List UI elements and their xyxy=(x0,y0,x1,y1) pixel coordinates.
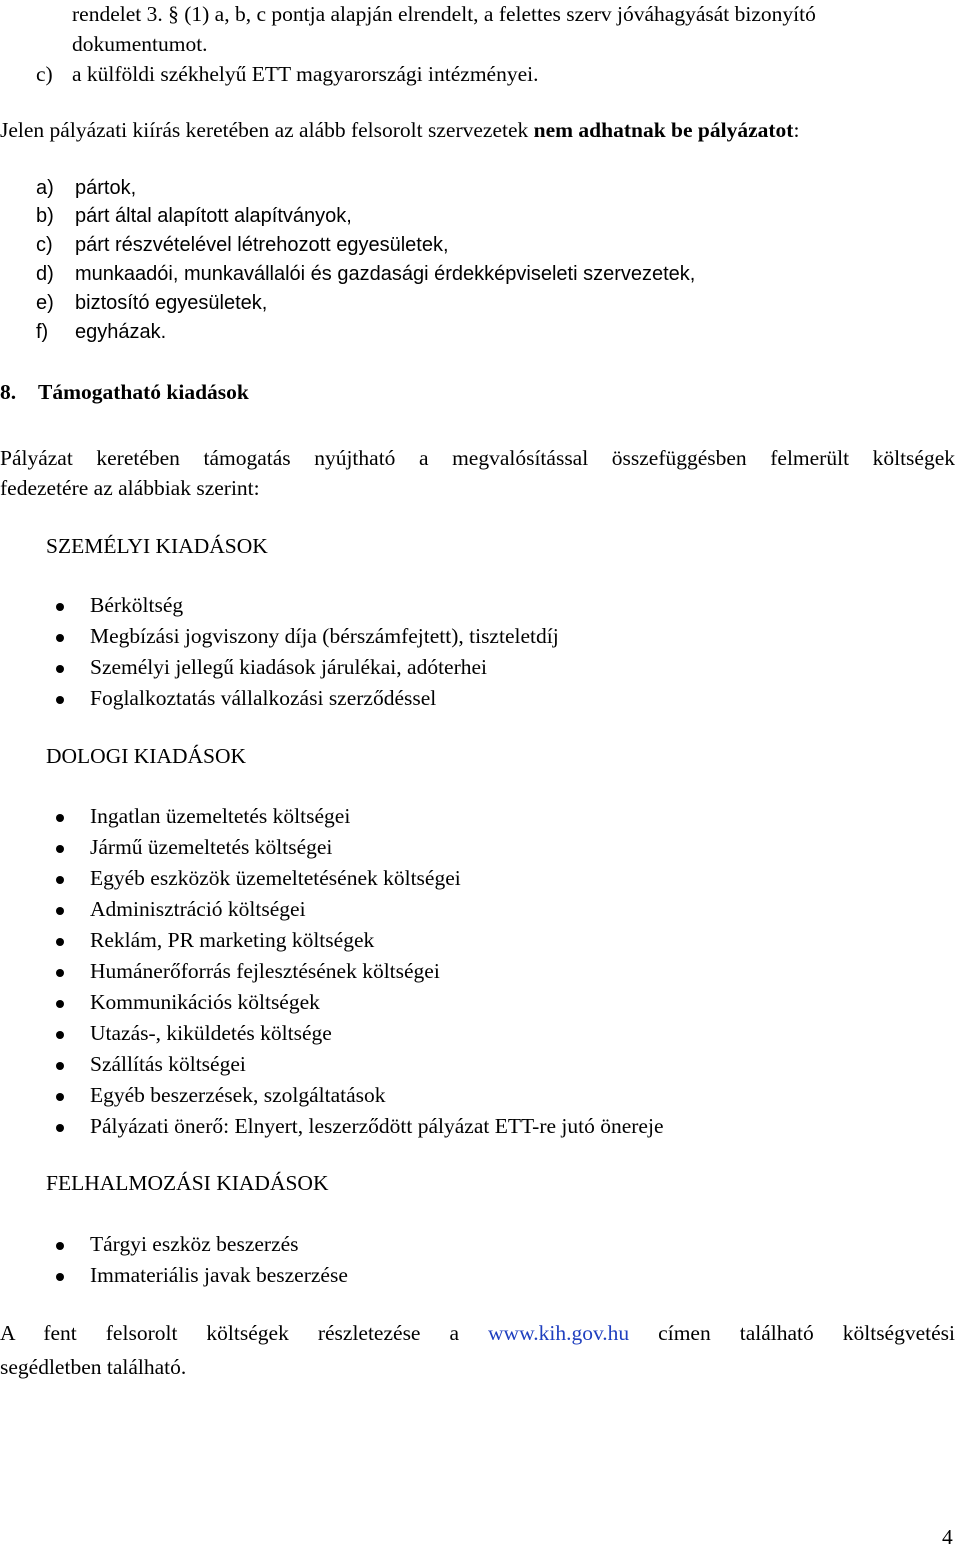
material-heading: DOLOGI KIADÁSOK xyxy=(46,744,247,768)
list-item: Utazás-, kiküldetés költsége xyxy=(90,1021,332,1045)
list-item: Egyéb eszközök üzemeltetésének költségei xyxy=(90,866,461,890)
bullet-icon xyxy=(56,907,64,915)
list-item: Egyéb beszerzések, szolgáltatások xyxy=(90,1083,386,1107)
bullet-icon xyxy=(56,938,64,946)
list-item-label: f) xyxy=(36,321,49,343)
bullet-icon xyxy=(56,1273,64,1281)
list-item: Szállítás költségei xyxy=(90,1052,246,1076)
kih-link[interactable]: www.kih.gov.hu xyxy=(488,1321,630,1345)
section-paragraph-line-1 xyxy=(0,446,955,471)
section-title: Támogatható kiadások xyxy=(38,380,249,404)
list-item: Bérköltség xyxy=(90,593,184,617)
bullet-icon xyxy=(56,1242,64,1250)
closing-text-end: címen található költségvetési xyxy=(629,1321,955,1345)
bullet-icon xyxy=(56,665,64,673)
bullet-icon xyxy=(56,1093,64,1101)
exclusion-intro-end: : xyxy=(793,118,800,142)
list-item: Ingatlan üzemeltetés költségei xyxy=(90,804,351,828)
section-paragraph-line-2: fedezetére az alábbiak szerint: xyxy=(0,476,260,500)
list-item-label: e) xyxy=(36,292,54,314)
list-item: Humánerőforrás fejlesztésének költségei xyxy=(90,959,440,983)
list-item: Jármű üzemeltetés költségei xyxy=(90,835,333,859)
bullet-icon xyxy=(56,1062,64,1070)
bullet-icon xyxy=(56,634,64,642)
page-number: 4 xyxy=(942,1525,953,1549)
closing-text-start: A fent felsorolt költségek részletezése a xyxy=(0,1321,489,1345)
list-item-text: egyházak. xyxy=(75,321,167,343)
top-line-2: dokumentumot. xyxy=(72,32,208,56)
closing-line-2: segédletben található. xyxy=(0,1355,187,1379)
list-item: Tárgyi eszköz beszerzés xyxy=(90,1232,299,1256)
bullet-icon xyxy=(56,1031,64,1039)
top-line-1: rendelet 3. § (1) a, b, c pontja alapján elrendelt, a felettes szerv jóváhagyását bizonyító xyxy=(72,2,816,26)
list-item-label: b) xyxy=(36,205,54,227)
list-item-label: a) xyxy=(36,177,54,199)
capital-heading: FELHALMOZÁSI KIADÁSOK xyxy=(46,1171,329,1195)
exclusion-intro xyxy=(0,118,799,143)
top-item-c-label: c) xyxy=(36,62,53,86)
section-number: 8. xyxy=(0,380,17,404)
closing-line-1 xyxy=(0,1321,955,1346)
list-item-text: párt által alapított alapítványok, xyxy=(75,205,352,227)
list-item: Kommunikációs költségek xyxy=(90,990,320,1014)
list-item-text: biztosító egyesületek, xyxy=(75,292,268,314)
closing-line-1-text xyxy=(0,1321,955,1346)
bullet-icon xyxy=(56,876,64,884)
bullet-icon xyxy=(56,696,64,704)
list-item: Pályázati önerő: Elnyert, leszerződött pályázat ETT-re jutó önereje xyxy=(90,1114,664,1138)
list-item-label: d) xyxy=(36,263,54,285)
paragraph-text: Pályázat keretében támogatás nyújtható a megvalósítással összefüggésben felmerült költségek xyxy=(0,446,955,470)
bullet-icon xyxy=(56,603,64,611)
personal-heading: SZEMÉLYI KIADÁSOK xyxy=(46,534,268,558)
list-item-text: pártok, xyxy=(75,177,137,199)
top-item-c-text: a külföldi székhelyű ETT magyarországi intézményei. xyxy=(72,62,539,86)
list-item: Reklám, PR marketing költségek xyxy=(90,928,375,952)
exclusion-intro-text: Jelen pályázati kiírás keretében az alább felsorolt szervezetek xyxy=(0,118,534,142)
list-item: Immateriális javak beszerzése xyxy=(90,1263,348,1287)
list-item: Adminisztráció költségei xyxy=(90,897,306,921)
bullet-icon xyxy=(56,845,64,853)
list-item-text: párt részvételével létrehozott egyesületek, xyxy=(75,234,449,256)
bullet-icon xyxy=(56,1124,64,1132)
exclusion-intro-bold: nem adhatnak be pályázatot xyxy=(533,118,794,142)
bullet-icon xyxy=(56,814,64,822)
list-item: Foglalkoztatás vállalkozási szerződéssel xyxy=(90,686,437,710)
list-item-text: munkaadói, munkavállalói és gazdasági érdekképviseleti szervezetek, xyxy=(75,263,696,285)
list-item-label: c) xyxy=(36,234,53,256)
list-item: Megbízási jogviszony díja (bérszámfejtett), tiszteletdíj xyxy=(90,624,559,648)
bullet-icon xyxy=(56,969,64,977)
bullet-icon xyxy=(56,1000,64,1008)
list-item: Személyi jellegű kiadások járulékai, adóterhei xyxy=(90,655,488,679)
